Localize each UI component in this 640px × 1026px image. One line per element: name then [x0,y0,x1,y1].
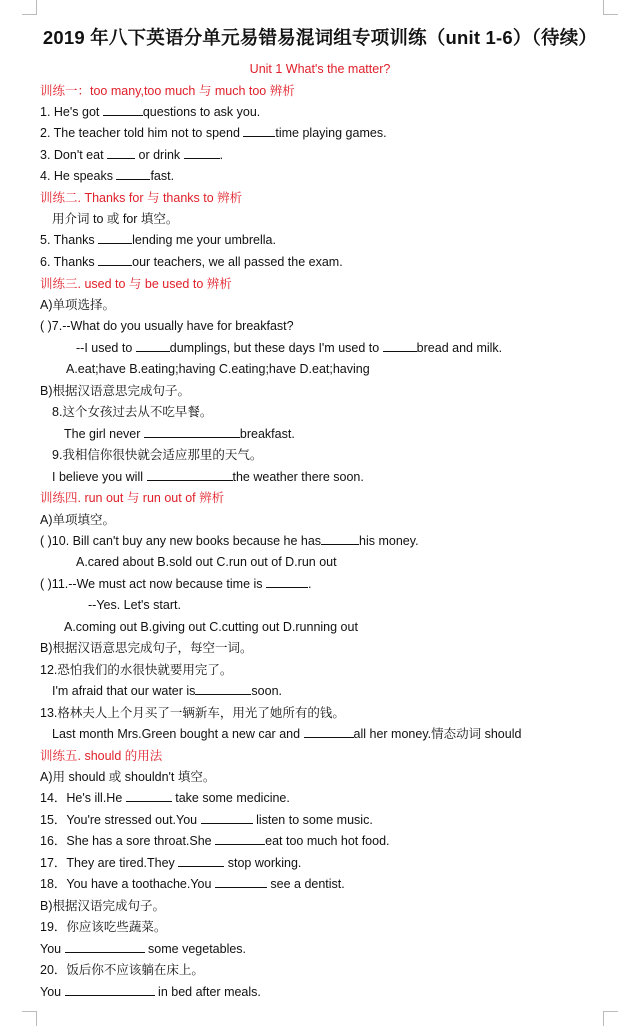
answer-blank[interactable] [201,812,253,824]
question-7-response: --I used to dumplings, but these days I'm used to bread and milk. [76,341,503,355]
question-20-english: You in bed after meals. [40,985,261,999]
question-13-english: Last month Mrs.Green bought a new car and all her money.情态动词 should [52,727,522,741]
question-4: 4. He speaks fast. [40,169,175,183]
section-5-part-b: B)根据汉语完成句子。 [40,899,166,913]
question-2: 2. The teacher told him not to spend time playing games. [40,126,387,140]
question-11-options: A.coming out B.giving out C.cutting out D.running out [64,620,358,634]
answer-blank[interactable] [195,683,251,695]
answer-blank[interactable] [304,726,354,738]
question-9-chinese: 9.我相信你很快就会适应那里的天气。 [52,448,263,462]
answer-blank[interactable] [184,147,220,159]
answer-blank[interactable] [215,833,265,845]
question-8-english: The girl never breakfast. [64,427,295,441]
question-16: 16．She has a sore throat.She eat too much hot food. [40,834,390,848]
section-2-instruction: 用介词 to 或 for 填空。 [52,212,179,226]
answer-blank[interactable] [65,984,155,996]
question-20-chinese: 20．饭后你不应该躺在床上。 [40,963,204,977]
section-4-heading: 训练四. run out 与 run out of 辨析 [40,491,225,505]
answer-blank[interactable] [126,790,172,802]
answer-blank[interactable] [144,426,240,438]
section-5-heading: 训练五. should 的用法 [40,749,163,763]
answer-blank[interactable] [136,340,170,352]
question-10: ( )10. Bill can't buy any new books because he has his money. [40,534,419,548]
question-8-chinese: 8.这个女孩过去从不吃早餐。 [52,405,213,419]
section-3-part-b: B)根据汉语意思完成句子。 [40,384,191,398]
section-4-part-b: B)根据汉语意思完成句子，每空一词。 [40,641,253,655]
question-15: 15．You're stressed out.You listen to some music. [40,813,373,827]
answer-blank[interactable] [178,855,224,867]
question-14: 14．He's ill.He take some medicine. [40,791,290,805]
question-12-chinese: 12.恐怕我们的水很快就要用完了。 [40,663,233,677]
question-3: 3. Don't eat or drink . [40,148,224,162]
question-17: 17．They are tired.They stop working. [40,856,302,870]
answer-blank[interactable] [107,147,135,159]
answer-blank[interactable] [321,533,359,545]
question-11: ( )11.--We must act now because time is . [40,577,312,591]
crop-mark-top-left [22,0,37,15]
section-1-heading: 训练一：too many,too much 与 much too 辨析 [40,84,295,98]
question-10-options: A.cared about B.sold out C.run out of D.run out [76,555,337,569]
answer-blank[interactable] [65,941,145,953]
question-19-english: You some vegetables. [40,942,247,956]
unit-heading: Unit 1 What's the matter? [249,62,391,76]
answer-blank[interactable] [266,576,308,588]
section-5-part-a: A)用 should 或 shouldn't 填空。 [40,770,216,784]
answer-blank[interactable] [215,876,267,888]
question-13-chinese: 13.格林夫人上个月买了一辆新车，用光了她所有的钱。 [40,706,345,720]
question-1: 1. He's got questions to ask you. [40,105,261,119]
answer-blank[interactable] [98,254,132,266]
question-7: ( )7.--What do you usually have for breakfast? [40,319,294,333]
section-4-part-a: A)单项填空。 [40,513,116,527]
answer-blank[interactable] [116,168,150,180]
section-3-heading: 训练三. used to 与 be used to 辨析 [40,277,232,291]
document-title: 2019 年八下英语分单元易错易混词组专项训练（unit 1-6）（待续） [42,27,598,48]
section-3-part-a: A)单项选择。 [40,298,116,312]
answer-blank[interactable] [103,104,143,116]
answer-blank[interactable] [383,340,417,352]
question-19-chinese: 19．你应该吃些蔬菜。 [40,920,167,934]
section-2-heading: 训练二. Thanks for 与 thanks to 辨析 [40,191,243,205]
question-7-options: A.eat;have B.eating;having C.eating;have D.eat;having [66,362,370,376]
answer-blank[interactable] [147,469,233,481]
question-9-english: I believe you will the weather there soon. [52,470,364,484]
answer-blank[interactable] [243,125,275,137]
question-18: 18．You have a toothache.You see a dentist. [40,877,345,891]
question-11-response: --Yes. Let's start. [88,598,181,612]
crop-mark-top-right [603,0,618,15]
question-6: 6. Thanks our teachers, we all passed the exam. [40,255,343,269]
question-5: 5. Thanks lending me your umbrella. [40,233,276,247]
question-12-english: I'm afraid that our water is soon. [52,684,283,698]
answer-blank[interactable] [98,232,132,244]
crop-mark-bottom-left [22,1011,37,1026]
crop-mark-bottom-right [603,1011,618,1026]
